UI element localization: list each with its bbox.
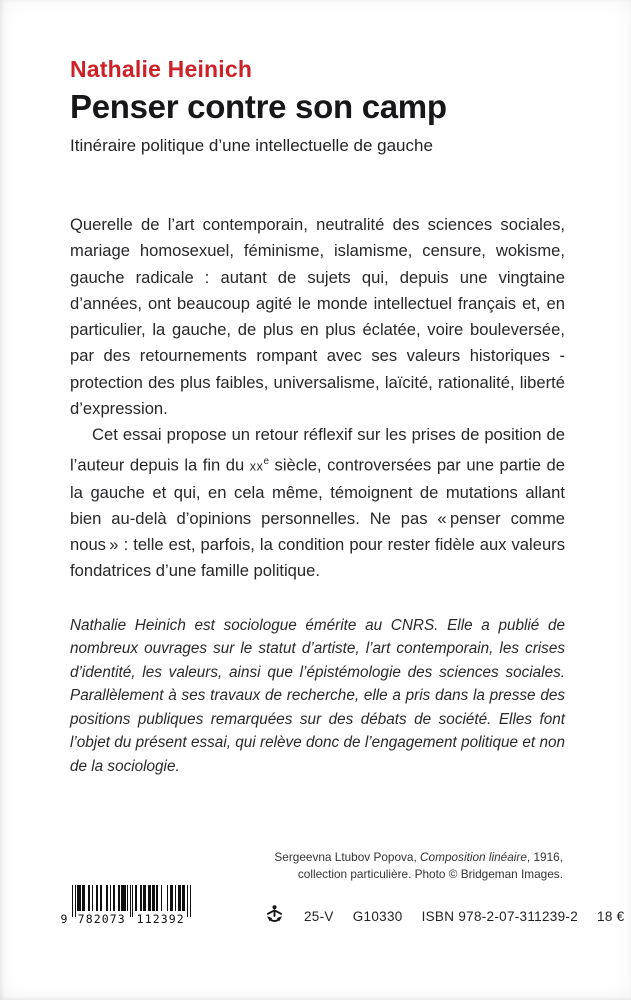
artwork-credit-line-1: [274, 849, 563, 866]
artwork-title: Composition linéaire: [420, 850, 527, 864]
back-cover-blurb: [70, 212, 565, 778]
cover-header: [70, 56, 565, 156]
barcode-first-digit: 9: [60, 912, 68, 926]
barcode-right-digits: 112392: [136, 912, 185, 926]
artwork-credit-line-2: collection particulière. Photo © Bridgeman Images.: [297, 866, 563, 881]
century-superscript: e: [263, 455, 270, 467]
artwork-credit: [274, 849, 563, 882]
artwork-artist: Sergeevna Ltubov Popova,: [274, 850, 421, 864]
print-code: 25-V: [304, 908, 334, 924]
barcode-left-digits: 782073: [77, 912, 126, 926]
book-title: Penser contre son camp: [70, 88, 447, 125]
price-tag: 18 €: [597, 908, 625, 924]
artwork-year: , 1916,: [526, 850, 563, 864]
blurb-paragraph-2-text: Cet essai propose un retour réflexif sur les prises de position de l’auteur depuis la fin du: [70, 425, 565, 475]
author-bio: Nathalie Heinich est sociologue émérite au CNRS. Elle a publié de nombreux ouvrages sur le statut d’artiste, l’art contemporain, les crises d’identité, les valeurs, ainsi que l’épistémologie des sciences sociales. Parallèlement à ses travaux de recherche, elle a pris dans la presse des positions publiques remarquées sur des débats de société. Elles font l’objet du présent essai, qui relève donc de l’engagement politique et non de la sociologie.: [70, 616, 565, 775]
triman-recycling-icon: [264, 904, 285, 928]
blurb-paragraph-2: [70, 422, 565, 584]
author-name: Nathalie Heinich: [70, 56, 253, 82]
ean13-barcode: [60, 885, 191, 927]
blurb-paragraph-2-text-end: siècle, controversées par une partie de la gauche et qui, en cela même, témoignent de mutations allant bien au-delà d’opinions personnelles. Ne pas « penser comme nous » : telle est, parfois, la condition pour rester fidèle aux valeurs fondatrices d’une famille politique.: [70, 455, 565, 581]
century-small-caps: xx: [249, 459, 264, 474]
blurb-paragraph-1: Querelle de l’art contemporain, neutralité des sciences sociales, mariage homosexuel, féminisme, islamisme, censure, wokisme, gauche radicale : autant de sujets qui, depuis une vingtaine d’années, ont beaucoup agité le monde intellectuel français et, en particulier, la gauche, de plus en plus éclatée, voire bouleversée, par des retournements rompant avec ses valeurs historiques - protection des plus faibles, universalisme, laïcité, rationalité, liberté d’expression.: [70, 215, 565, 419]
isbn-number: ISBN 978-2-07-311239-2: [421, 908, 579, 924]
catalog-code: G10330: [352, 908, 403, 924]
publisher-info-row: [264, 902, 625, 930]
book-subtitle: Itinéraire politique d’une intellectuelle de gauche: [70, 136, 433, 155]
